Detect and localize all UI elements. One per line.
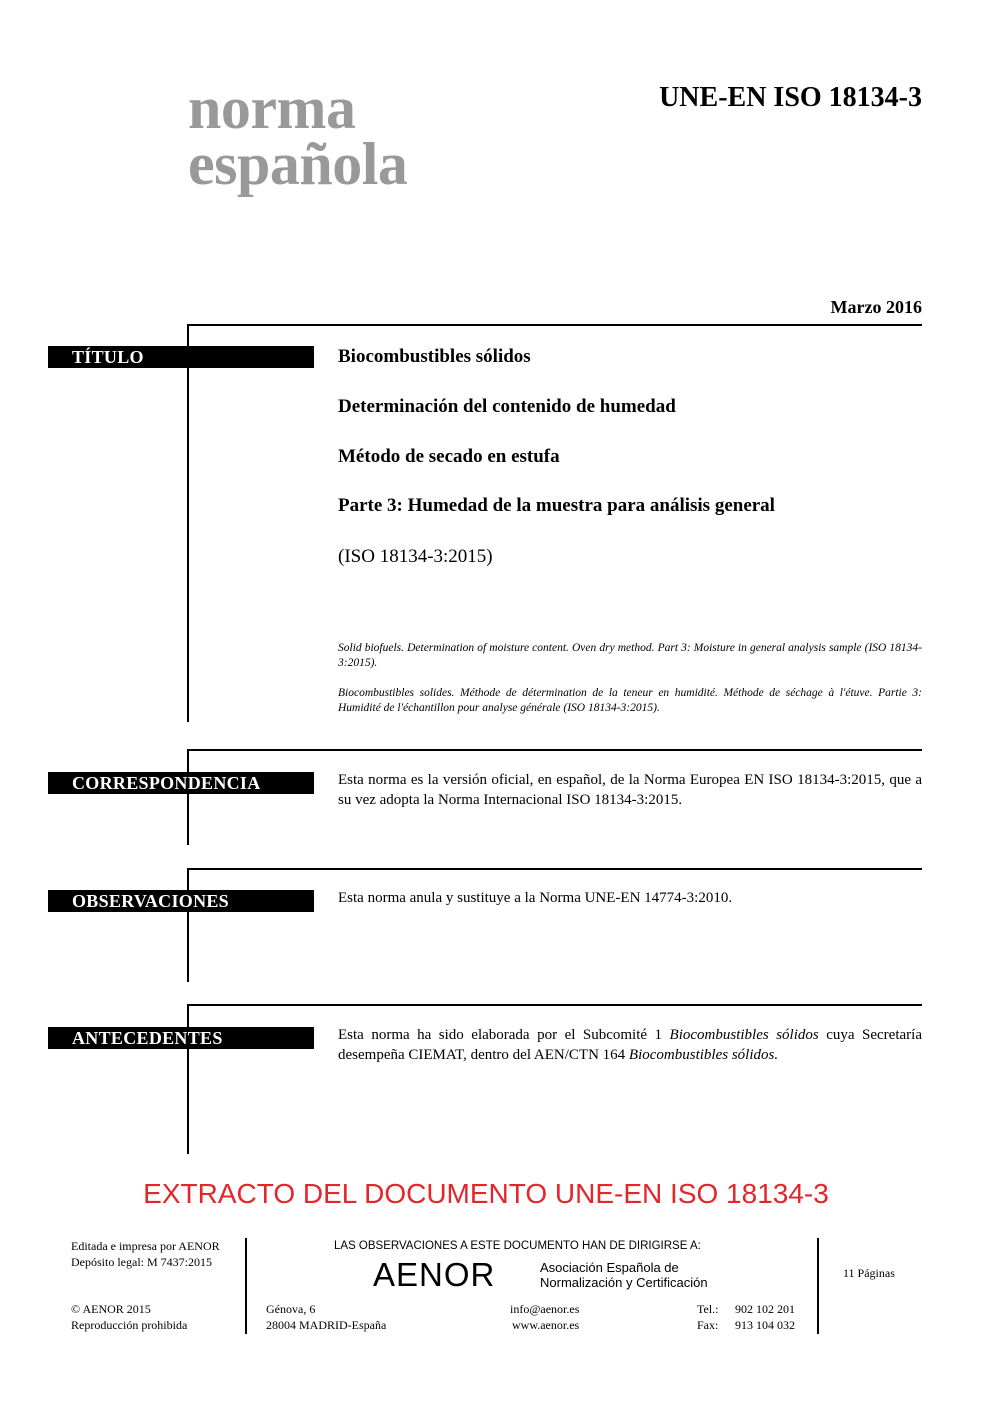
footer-web-link[interactable]: www.aenor.es xyxy=(512,1318,580,1332)
footer-tel-label: Tel.: xyxy=(697,1302,719,1316)
extract-banner: EXTRACTO DEL DOCUMENTO UNE-EN ISO 18134-3 xyxy=(143,1178,829,1209)
observaciones-label: OBSERVACIONES xyxy=(48,890,314,912)
footer-address-line-1: Génova, 6 xyxy=(266,1302,316,1316)
subcommittee-name: Biocombustibles sólidos xyxy=(669,1027,819,1043)
standard-code: UNE-EN ISO 18134-3 xyxy=(659,82,922,113)
titulo-vertical-rule xyxy=(187,324,189,722)
title-line-3: Método de secado en estufa xyxy=(338,446,560,467)
correspondencia-text: Esta norma es la versión oficial, en español, de la Norma Europea EN ISO 18134-3:2015, que a su vez adopta la Norma Internacional ISO 18134-3:2015. xyxy=(338,772,922,808)
footer-fax-label: Fax: xyxy=(697,1318,719,1332)
observaciones-top-rule xyxy=(187,868,922,870)
title-line-1: Biocombustibles sólidos xyxy=(338,346,531,367)
title-line-2: Determinación del contenido de humedad xyxy=(338,396,676,417)
antecedentes-label: ANTECEDENTES xyxy=(48,1027,314,1049)
observaciones-text: Esta norma anula y sustituye a la Norma UNE-EN 14774-3:2010. xyxy=(338,890,733,906)
titulo-label: TÍTULO xyxy=(48,346,314,368)
footer-email-link[interactable]: info@aenor.es xyxy=(510,1302,580,1316)
footer-fax-value: 913 104 032 xyxy=(735,1318,795,1332)
brand-line-2: española xyxy=(188,131,408,197)
antecedentes-text-start: Esta norma ha sido elaborada por el Subcomité 1 xyxy=(338,1027,670,1043)
aenor-name-line-2: Normalización y Certificación xyxy=(540,1275,708,1290)
footer-tel-value: 902 102 201 xyxy=(735,1302,795,1316)
observaciones-vertical-rule xyxy=(187,868,189,982)
correspondencia-top-rule xyxy=(187,749,922,751)
titulo-top-rule xyxy=(187,324,922,326)
title-english: Solid biofuels. Determination of moisture content. Oven dry method. Part 3: Moisture in general analysis sample (ISO 18134-3:2015). xyxy=(338,642,922,669)
aenor-name-line-1: Asociación Española de xyxy=(540,1260,679,1275)
title-line-4: Parte 3: Humedad de la muestra para análisis general xyxy=(338,495,775,516)
footer-page-count: 11 Páginas xyxy=(843,1266,895,1280)
footer-divider-right xyxy=(817,1238,819,1334)
antecedentes-text xyxy=(338,1025,922,1065)
correspondencia-label: CORRESPONDENCIA xyxy=(48,772,314,794)
correspondencia-vertical-rule xyxy=(187,749,189,845)
footer-legal-deposit: Depósito legal: M 7437:2015 xyxy=(71,1255,212,1269)
footer-copyright: © AENOR 2015 xyxy=(71,1302,151,1316)
footer-address-line-2: 28004 MADRID-España xyxy=(266,1318,387,1332)
footer-edited: Editada e impresa por AENOR xyxy=(71,1239,220,1253)
title-french: Biocombustibles solides. Méthode de détermination de la teneur en humidité. Méthode de séchage à l'étuve. Partie 3: Humidité de l'échantillon pour analyse générale (ISO 18134-3:2015). xyxy=(338,687,922,714)
footer-reproduction: Reproducción prohibida xyxy=(71,1318,188,1332)
brand-line-1: norma xyxy=(188,75,356,141)
footer-observations-header: LAS OBSERVACIONES A ESTE DOCUMENTO HAN DE DIRIGIRSE A: xyxy=(334,1240,701,1252)
antecedentes-top-rule xyxy=(187,1004,922,1006)
aenor-logo: AENOR xyxy=(373,1256,496,1293)
publication-date: Marzo 2016 xyxy=(830,297,922,317)
aenor-full-name xyxy=(540,1260,708,1290)
iso-reference: (ISO 18134-3:2015) xyxy=(338,546,493,567)
footer-divider-left xyxy=(245,1238,247,1334)
brand-wordmark xyxy=(188,75,408,197)
antecedentes-text-middle: cuya Secretaría desempeña CIEMAT, dentro del AEN/CTN 164 xyxy=(338,1027,922,1063)
ctn-name: Biocombustibles sólidos. xyxy=(628,1047,779,1063)
